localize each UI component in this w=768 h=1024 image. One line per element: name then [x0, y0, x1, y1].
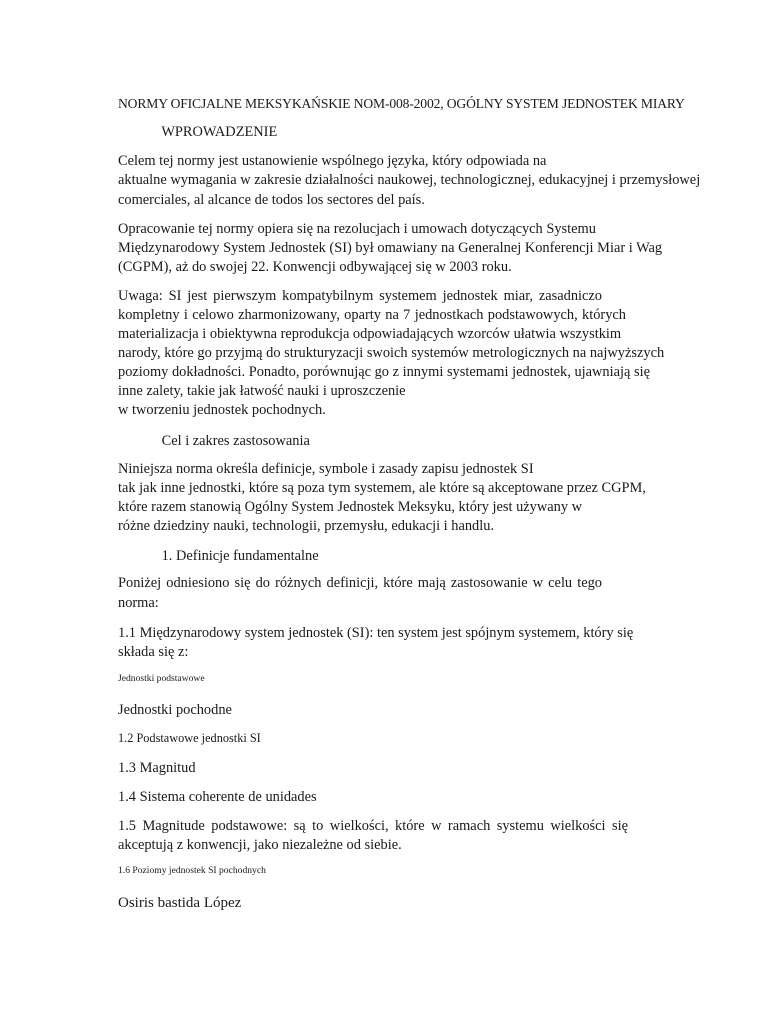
paragraph-line: kompletny i celowo zharmonizowany, oparty na 7 jednostkach podstawowych, których: [118, 307, 626, 323]
paragraph-line: materializacja i obiektywna reprodukcja odpowiadających wzorców ułatwia wszystkim: [118, 326, 622, 342]
paragraph-line: które razem stanowią Ogólny System Jednostek Meksyku, który jest używany w: [118, 499, 583, 515]
paragraph-line: Poniżej odniesiono się do różnych definicji, które mają zastosowanie w celu tego: [118, 575, 602, 591]
paragraph-line: 1.1 Międzynarodowy system jednostek (SI): ten system jest spójnym systemem, który się: [118, 625, 634, 641]
definition-item: 1.3 Magnitud: [118, 760, 196, 776]
paragraph-line: aktualne wymagania w zakresie działalności naukowej, technologicznej, edukacyjnej i przemysłowej: [118, 172, 701, 188]
paragraph-line: akceptują z konwencji, jako niezależne od siebie.: [118, 837, 402, 853]
definition-item: 1.6 Poziomy jednostek SI pochodnych: [118, 865, 266, 876]
paragraph-line: norma:: [118, 595, 159, 611]
paragraph-line: (CGPM), aż do swojej 22. Konwencji odbywającej się w 2003 roku.: [118, 259, 512, 275]
paragraph-line: Opracowanie tej normy opiera się na rezolucjach i umowach dotyczących Systemu: [118, 221, 596, 237]
paragraph-line: comerciales, al alcance de todos los sectores del país.: [118, 192, 425, 208]
section-heading-scope: Cel i zakres zastosowania: [161, 433, 310, 449]
paragraph-line: poziomy dokładności. Ponadto, porównując go z innymi systemami jednostek, ujawniają się: [118, 364, 650, 380]
paragraph-line: tak jak inne jednostki, które są poza tym systemem, ale które są akceptowane przez CGPM,: [118, 480, 646, 496]
paragraph-line: w tworzeniu jednostek pochodnych.: [118, 402, 326, 418]
section-heading-definitions: 1. Definicje fundamentalne: [161, 548, 319, 564]
list-item-derived-units: Jednostki pochodne: [118, 702, 232, 718]
section-heading-introduction: WPROWADZENIE: [161, 124, 278, 140]
paragraph-line: Niniejsza norma określa definicje, symbole i zasady zapisu jednostek SI: [118, 461, 534, 477]
paragraph-line: Uwaga: SI jest pierwszym kompatybilnym systemem jednostek miar, zasadniczo: [118, 288, 602, 304]
paragraph-line: składa się z:: [118, 644, 189, 660]
paragraph-line: Celem tej normy jest ustanowienie wspólnego języka, który odpowiada na: [118, 153, 547, 169]
definition-item: 1.4 Sistema coherente de unidades: [118, 789, 317, 805]
paragraph-line: 1.5 Magnitude podstawowe: są to wielkości, które w ramach systemu wielkości się: [118, 818, 628, 834]
list-item-base-units: Jednostki podstawowe: [118, 673, 205, 684]
definition-item: 1.2 Podstawowe jednostki SI: [118, 731, 261, 745]
document-title: NORMY OFICJALNE MEKSYKAŃSKIE NOM-008-2002, OGÓLNY SYSTEM JEDNOSTEK MIARY: [118, 96, 685, 111]
paragraph-line: inne zalety, takie jak łatwość nauki i uproszczenie: [118, 383, 406, 399]
author-name: Osiris bastida López: [118, 895, 242, 911]
paragraph-line: Międzynarodowy System Jednostek (SI) był omawiany na Generalnej Konferencji Miar i Wag: [118, 240, 663, 256]
paragraph-line: różne dziedziny nauki, technologii, przemysłu, edukacji i handlu.: [118, 518, 495, 534]
paragraph-line: narody, które go przyjmą do strukturyzacji swoich systemów metrologicznych na najwyższych: [118, 345, 665, 361]
